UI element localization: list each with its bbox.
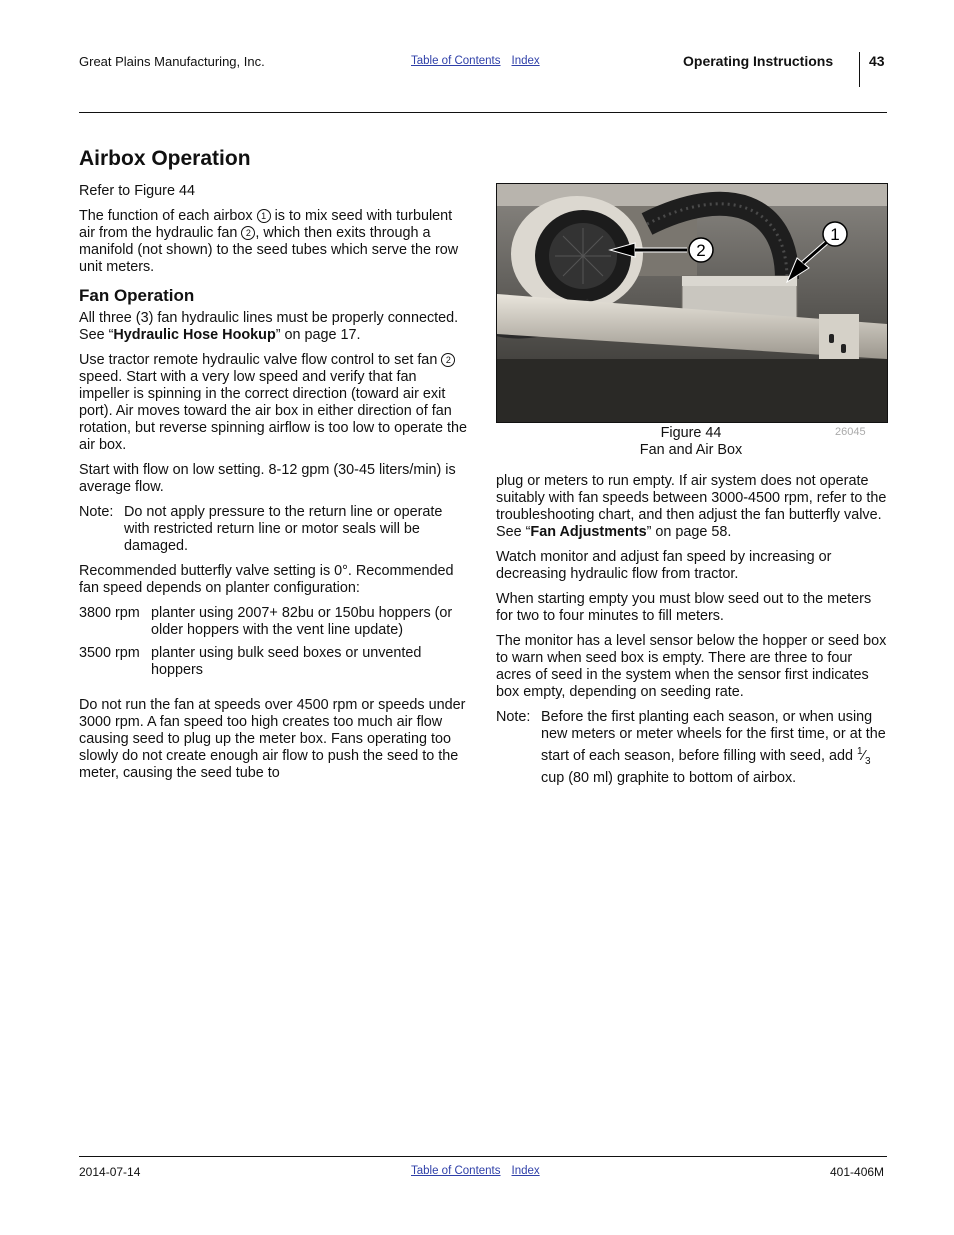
footer-nav — [411, 1165, 551, 1177]
rpm-speed: 3800 rpm — [79, 605, 140, 621]
return-line-note — [79, 504, 467, 555]
note-text: Do not apply pressure to the return line or operate with restricted return line or motor seals will be damaged. — [124, 504, 443, 554]
fan-adjustments-ref: Fan Adjustments — [530, 524, 647, 540]
page-title: Airbox Operation — [79, 147, 251, 170]
callout-2-icon: 2 — [241, 226, 255, 240]
left-column — [79, 183, 467, 790]
rpm-description: planter using bulk seed boxes or unvented hoppers — [151, 645, 422, 678]
header-company: Great Plains Manufacturing, Inc. — [79, 54, 265, 69]
monitor-paragraph: Watch monitor and adjust fan speed by increasing or decreasing hydraulic flow from tractor. — [496, 549, 832, 582]
note-label: Note: — [79, 504, 114, 520]
footer-toc-link[interactable]: Table of Contents — [411, 1165, 501, 1177]
intro-paragraph: The function of each airbox 1 is to mix seed with turbulent air from the hydraulic fan 2 , which then exits through a manifold (not shown) to the seed tubes which serve the row unit meters. — [79, 208, 459, 275]
photo-number: 26045 — [835, 426, 866, 438]
figure-caption — [496, 425, 886, 459]
recommended-setting-paragraph: Recommended butterfly valve setting is 0°. Recommended fan speed depends on planter configuration: — [79, 563, 454, 596]
fan-operation-heading: Fan Operation — [79, 286, 195, 305]
figure-label: Figure 44 — [660, 425, 722, 441]
header-nav — [411, 55, 551, 67]
note-text: Before the first planting each season, or when using new meters or meter wheels for the first time, or at the start of each season, before filling with seed, add $^1⁄_3$ cup (80 ml) graphite to bottom of airbox. — [541, 709, 886, 786]
header-toc-link[interactable]: Table of Contents — [411, 55, 501, 67]
header-index-link[interactable]: Index — [511, 55, 540, 67]
fan-speed-warning-paragraph: Do not run the fan at speeds over 4500 rpm or speeds under 3000 rpm. A fan speed too high creates too much air flow causing seed to plug up the meter box. Fans operating too slowly do not create enough air flow to push the seed to the meter, causing the seed tube to — [79, 697, 466, 781]
figure-callout-1-label: 1 — [830, 225, 840, 244]
note-label: Note: — [496, 709, 531, 725]
page-number: 43 — [869, 53, 885, 69]
callout-2-icon: 2 — [441, 353, 455, 367]
right-column — [496, 473, 887, 795]
hydraulic-hose-hookup-ref: Hydraulic Hose Hookup — [113, 327, 276, 343]
footer-date: 2014-07-14 — [79, 1165, 141, 1179]
refer-figure-text: Refer to Figure 44 — [79, 183, 195, 199]
remote-valve-paragraph: Use tractor remote hydraulic valve flow control to set fan 2 speed. Start with a very low speed and verify that fan impeller is spinning in the correct direction (toward air exit port). Air moves toward the air box in either direction of fan rotation, but reverse spinning airflow is too low to operate the air box. — [79, 352, 467, 453]
continued-paragraph: plug or meters to run empty. If air system does not operate suitably with fan speeds between 3000-4500 rpm, refer to the troubleshooting chart, and then adjust the fan butterfly valve. See “Fan Adjustments” on page 58. — [496, 473, 887, 540]
header-rule — [79, 112, 887, 113]
hydraulic-lines-paragraph: All three (3) fan hydraulic lines must be properly connected. See “Hydraulic Hose Hookup” on page 17. — [79, 310, 459, 343]
rpm-speed: 3500 rpm — [79, 645, 140, 661]
footer-doc-number: 401-406M — [830, 1165, 885, 1179]
level-sensor-paragraph: The monitor has a level sensor below the hopper or seed box to warn when seed box is empty. There are three to four acres of seed in the system when the sensor first indicates box empty, depending on seeding rate. — [496, 633, 887, 700]
figure-title: Fan and Air Box — [639, 442, 743, 458]
graphite-note — [496, 709, 887, 787]
rpm-row — [79, 605, 467, 639]
header-section-title: Operating Instructions — [683, 53, 834, 69]
footer-index-link[interactable]: Index — [511, 1165, 540, 1177]
rpm-row — [79, 645, 467, 679]
fraction-one-third: $^1⁄_3$ — [857, 746, 871, 767]
footer-rule — [79, 1156, 887, 1157]
starting-empty-paragraph: When starting empty you must blow seed out to the meters for two to four minutes to fill meters. — [496, 591, 872, 624]
fan-airbox-illustration — [497, 184, 887, 422]
fan-airbox-photo — [496, 183, 888, 423]
rpm-description: planter using 2007+ 82bu or 150bu hoppers (or older hoppers with the vent line update) — [151, 605, 453, 638]
flow-paragraph: Start with flow on low setting. 8-12 gpm (30-45 liters/min) is average flow. — [79, 462, 456, 495]
callout-1-icon: 1 — [257, 209, 271, 223]
header-divider — [859, 52, 860, 87]
figure-callout-2-label: 2 — [696, 241, 706, 260]
